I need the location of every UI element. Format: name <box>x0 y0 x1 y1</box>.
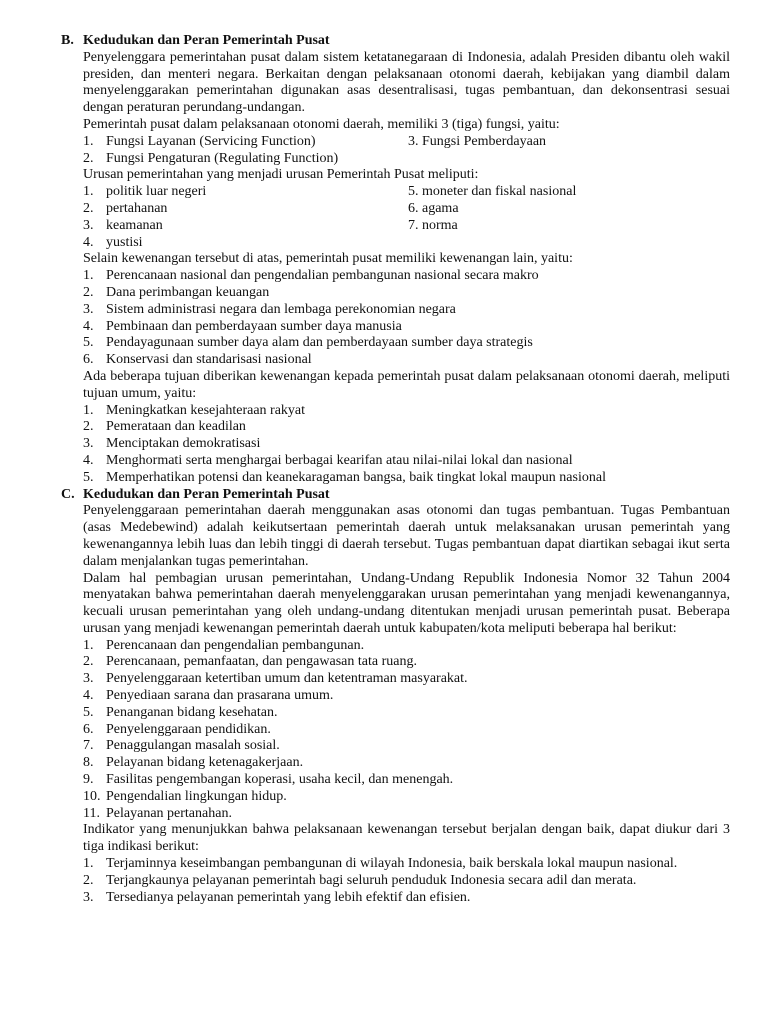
section-c-title: Kedudukan dan Peran Pemerintah Pusat <box>83 486 330 502</box>
affair-right: 7. norma <box>408 217 458 233</box>
list-item <box>0 856 730 873</box>
list-text: Pendayagunaan sumber daya alam dan pemberdayaan sumber daya strategis <box>106 335 533 351</box>
list-item <box>0 688 730 705</box>
list-number: 11. <box>83 805 100 821</box>
list-item <box>0 638 730 655</box>
list-number: 6. <box>83 721 94 737</box>
section-b-letter: B. <box>61 33 74 48</box>
affair-left: pertahanan <box>106 200 168 216</box>
list-item <box>0 268 730 285</box>
list-text: Penyediaan sarana dan prasarana umum. <box>106 688 334 704</box>
list-number: 2. <box>83 284 94 300</box>
section-c-para-1: Penyelenggaraan pemerintahan daerah menggunakan asas otonomi dan tugas pembantuan. Tugas Pembantuan (asas Medebewind) adalah keikutsertaan pemerintah daerah untuk melaksanakan urusan pemerintah yang kewenangannya lebih luas dan lebih tinggi di daerah tersebut. Tugas pembantuan dapat diartikan sebagai ikut serta dalam menjalankan tugas pemerintahan. <box>83 503 730 569</box>
list-number: 1. <box>83 856 94 872</box>
list-text: Menghormati serta menghargai berbagai kearifan atau nilai-nilai lokal dan nasional <box>106 452 573 468</box>
list-text: Pengendalian lingkungan hidup. <box>106 788 287 804</box>
list-text: Penanganan bidang kesehatan. <box>106 704 278 720</box>
list-item <box>0 285 730 302</box>
list-number: 3. <box>83 671 94 687</box>
list-item <box>0 890 730 907</box>
list-number: 8. <box>83 755 94 771</box>
affair-number: 1. <box>83 184 94 200</box>
list-item <box>0 419 730 436</box>
list-number: 6. <box>83 352 94 368</box>
list-text: Perencanaan nasional dan pengendalian pembangunan nasional secara makro <box>106 268 539 284</box>
list-item <box>0 654 730 671</box>
list-text: Meningkatkan kesejahteraan rakyat <box>106 402 306 418</box>
affair-right: 6. agama <box>408 200 459 216</box>
affair-row <box>0 184 768 201</box>
function-row <box>0 151 768 168</box>
affair-number: 2. <box>83 200 94 216</box>
affair-left: keamanan <box>106 217 163 233</box>
list-item <box>0 453 730 470</box>
list-item <box>0 705 730 722</box>
list-text: Pelayanan pertanahan. <box>106 805 232 821</box>
indicator-intro: Indikator yang menunjukkan bahwa pelaksanaan kewenangan tersebut berjalan dengan baik, dapat diukur dari 3 tiga indikasi berikut: <box>83 822 730 855</box>
affair-row <box>0 218 768 235</box>
list-text: Tersedianya pelayanan pemerintah yang lebih efektif dan efisien. <box>106 889 471 905</box>
affair-right: 5. moneter dan fiskal nasional <box>408 184 577 200</box>
section-c-letter: C. <box>61 486 75 502</box>
affair-row <box>0 201 768 218</box>
list-text: Pemerataan dan keadilan <box>106 419 246 435</box>
list-item <box>0 789 730 806</box>
list-text: Sistem administrasi negara dan lembaga perekonomian negara <box>106 301 456 317</box>
list-text: Fasilitas pengembangan koperasi, usaha kecil, dan menengah. <box>106 772 454 788</box>
affair-left: yustisi <box>106 234 143 250</box>
section-b-title: Kedudukan dan Peran Pemerintah Pusat <box>83 33 330 48</box>
list-number: 7. <box>83 738 94 754</box>
affair-left: politik luar negeri <box>106 184 207 200</box>
list-text: Pembinaan dan pemberdayaan sumber daya manusia <box>106 318 402 334</box>
list-number: 3. <box>83 436 94 452</box>
list-item <box>0 319 730 336</box>
list-item <box>0 302 730 319</box>
list-text: Perencanaan, pemanfaatan, dan pengawasan tata ruang. <box>106 654 417 670</box>
list-text: Konservasi dan standarisasi nasional <box>106 352 312 368</box>
function-number: 1. <box>83 133 94 149</box>
list-number: 4. <box>83 452 94 468</box>
list-text: Pelayanan bidang ketenagakerjaan. <box>106 755 304 771</box>
section-b-heading <box>0 33 768 50</box>
list-number: 3. <box>83 889 94 905</box>
list-number: 1. <box>83 402 94 418</box>
goals-intro: Ada beberapa tujuan diberikan kewenangan kepada pemerintah pusat dalam pelaksanaan otonomi daerah, meliputi tujuan umum, yaitu: <box>83 368 730 401</box>
functions-intro: Pemerintah pusat dalam pelaksanaan otonomi daerah, memiliki 3 (tiga) fungsi, yaitu: <box>83 116 560 132</box>
list-number: 2. <box>83 872 94 888</box>
list-number: 4. <box>83 318 94 334</box>
function-left: Fungsi Layanan (Servicing Function) <box>106 133 316 149</box>
section-c-para-2: Dalam hal pembagian urusan pemerintahan, Undang-Undang Republik Indonesia Nomor 32 Tahun 2004 menyatakan bahwa pemerintahan daerah menyelenggarakan urusan pemerintahan yang menjadi kewenangannya, kecuali urusan pemerintahan yang oleh undang-undang ditentukan menjadi urusan pemerintah pusat. Beberapa urusan yang menjadi kewenangan pemerintah daerah untuk kabupaten/kota meliputi beberapa hal berikut: <box>83 570 730 636</box>
list-item <box>0 671 730 688</box>
list-item <box>0 806 730 823</box>
list-number: 9. <box>83 772 94 788</box>
list-text: Penyelenggaraan pendidikan. <box>106 721 271 737</box>
list-number: 2. <box>83 654 94 670</box>
list-number: 4. <box>83 688 94 704</box>
list-number: 5. <box>83 704 94 720</box>
list-text: Perencanaan dan pengendalian pembangunan. <box>106 637 365 653</box>
list-number: 10. <box>83 788 101 804</box>
list-item <box>0 436 730 453</box>
list-number: 1. <box>83 637 94 653</box>
list-number: 2. <box>83 419 94 435</box>
function-left: Fungsi Pengaturan (Regulating Function) <box>106 150 339 166</box>
affair-row <box>0 235 768 252</box>
list-text: Dana perimbangan keuangan <box>106 284 270 300</box>
list-item <box>0 403 730 420</box>
list-item <box>0 352 730 369</box>
list-item <box>0 470 730 487</box>
function-number: 2. <box>83 150 94 166</box>
list-number: 5. <box>83 469 94 485</box>
list-text: Penaggulangan masalah sosial. <box>106 738 280 754</box>
list-number: 3. <box>83 301 94 317</box>
list-text: Memperhatikan potensi dan keanekaragaman bangsa, baik tingkat lokal maupun nasional <box>106 469 606 485</box>
list-item <box>0 772 730 789</box>
list-text: Penyelenggaraan ketertiban umum dan ketentraman masyarakat. <box>106 671 468 687</box>
list-number: 1. <box>83 268 94 284</box>
list-number: 5. <box>83 335 94 351</box>
affairs-intro: Urusan pemerintahan yang menjadi urusan Pemerintah Pusat meliputi: <box>83 167 479 183</box>
list-text: Terjaminnya keseimbangan pembangunan di wilayah Indonesia, baik berskala lokal maupun nasional. <box>106 856 678 872</box>
function-right: 3. Fungsi Pemberdayaan <box>408 133 547 149</box>
section-b-intro: Penyelenggara pemerintahan pusat dalam sistem ketatanegaraan di Indonesia, adalah Presiden dibantu oleh wakil presiden, dan menteri negara. Berkaitan dengan pelaksanaan otonomi daerah, kebijakan yang diambil dalam menyelenggarakan pemerintahan digunakan asas desentralisasi, tugas pembantuan, dan dekonsentrasi sesuai dengan peraturan perundang-undangan. <box>83 49 730 116</box>
document-page <box>0 33 768 906</box>
other-authority-intro: Selain kewenangan tersebut di atas, pemerintah pusat memiliki kewenangan lain, yaitu: <box>83 251 573 267</box>
list-item <box>0 738 730 755</box>
list-item <box>0 755 730 772</box>
function-row <box>0 134 768 151</box>
list-item <box>0 335 730 352</box>
list-text: Menciptakan demokratisasi <box>106 436 261 452</box>
list-item <box>0 722 730 739</box>
affair-number: 4. <box>83 234 94 250</box>
list-text: Terjangkaunya pelayanan pemerintah bagi seluruh penduduk Indonesia secara adil dan merata. <box>106 872 637 888</box>
affair-number: 3. <box>83 217 94 233</box>
list-item <box>0 873 730 890</box>
section-c-heading <box>0 487 768 504</box>
